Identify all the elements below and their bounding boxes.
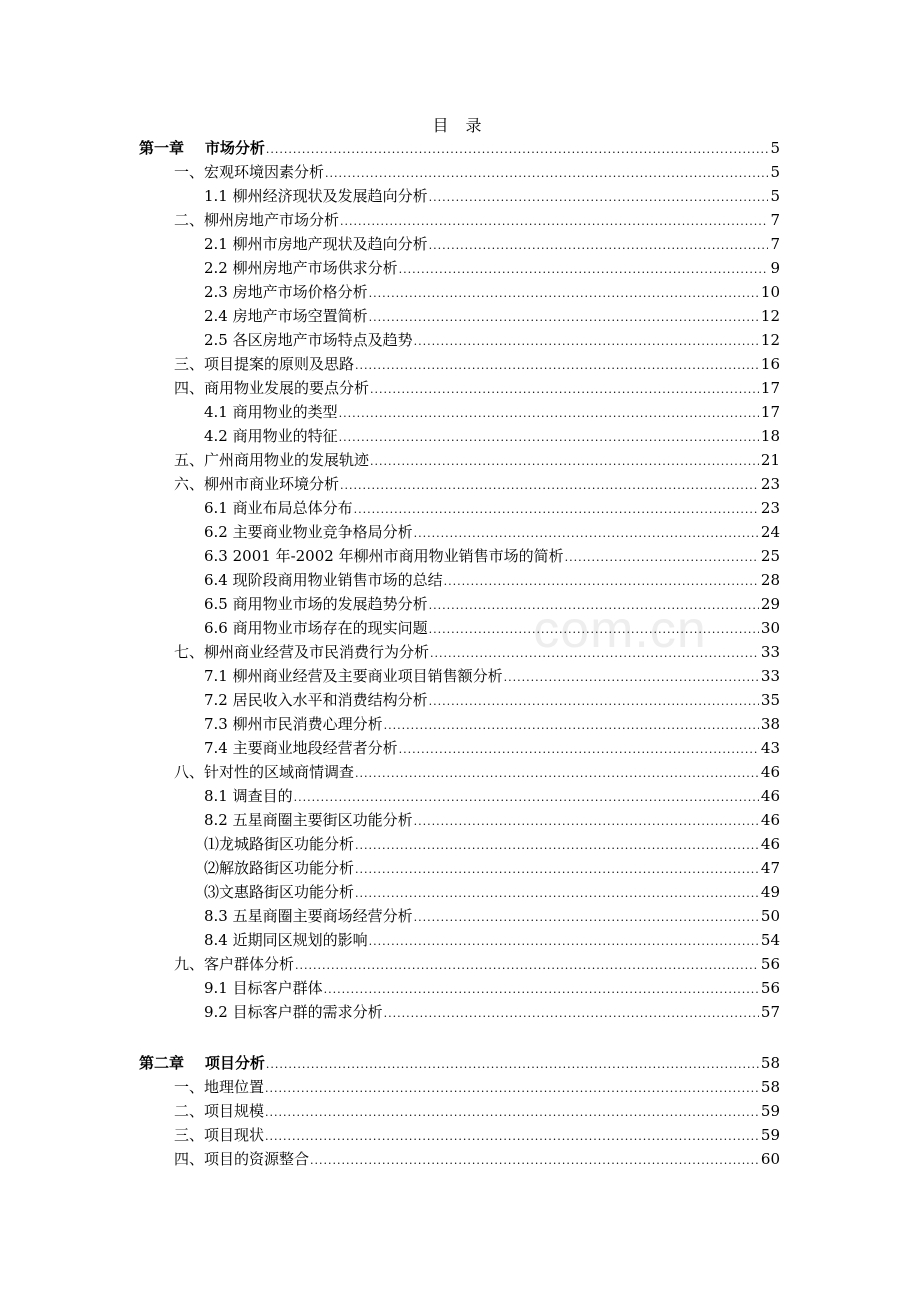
toc-leader-dots — [340, 479, 759, 495]
toc-entry[interactable] — [204, 305, 780, 327]
toc-leader-dots — [265, 1082, 759, 1098]
toc-entry[interactable] — [174, 761, 780, 783]
toc-entry[interactable] — [174, 1148, 780, 1170]
toc-entry[interactable] — [174, 1076, 780, 1098]
toc-entry-title: 三、项目提案的原则及思路 — [174, 355, 355, 373]
toc-page-number: 12 — [760, 331, 780, 349]
toc-page-number: 50 — [760, 907, 780, 925]
toc-entry[interactable] — [204, 881, 780, 903]
toc-entry[interactable] — [174, 473, 780, 495]
toc-entry[interactable] — [204, 329, 780, 351]
toc-entry-title: 7.1 柳州商业经营及主要商业项目销售额分析 — [204, 667, 503, 685]
toc-leader-dots — [266, 143, 769, 159]
toc-page-number: 35 — [760, 691, 780, 709]
toc-page-number: 60 — [760, 1150, 780, 1168]
toc-entry-title: 三、项目现状 — [174, 1126, 265, 1144]
toc-page-number: 5 — [770, 163, 780, 181]
toc-leader-dots — [399, 743, 759, 759]
toc-page-number: 43 — [760, 739, 780, 757]
toc-page-number: 21 — [760, 451, 780, 469]
toc-leader-dots — [414, 335, 759, 351]
toc-entry-title: 4.1 商用物业的类型 — [204, 403, 338, 421]
toc-entry-title: 6.3 2001 年-2002 年柳州市商用物业销售市场的简析 — [204, 547, 564, 565]
toc-page-number: 10 — [760, 283, 780, 301]
toc-entry[interactable] — [204, 1001, 780, 1023]
toc-entry-title: 7.3 柳州市民消费心理分析 — [204, 715, 383, 733]
toc-entry[interactable] — [174, 1100, 780, 1122]
toc-entry-title: 4.2 商用物业的特征 — [204, 427, 338, 445]
toc-page-number: 59 — [760, 1102, 780, 1120]
toc-entry-title: 6.2 主要商业物业竞争格局分析 — [204, 523, 413, 541]
toc-entry[interactable] — [174, 209, 780, 231]
toc-leader-dots — [339, 431, 759, 447]
toc-leader-dots — [369, 287, 759, 303]
toc-entry-title: 二、柳州房地产市场分析 — [174, 211, 340, 229]
toc-leader-dots — [355, 359, 759, 375]
toc-page-number: 46 — [760, 763, 780, 781]
toc-leader-dots — [310, 1154, 759, 1170]
toc-entry[interactable] — [204, 977, 780, 999]
toc-entry[interactable] — [204, 545, 780, 567]
toc-page-number: 49 — [760, 883, 780, 901]
toc-entry[interactable] — [204, 521, 780, 543]
toc-page-number: 46 — [760, 835, 780, 853]
toc-entry-title: 2.5 各区房地产市场特点及趋势 — [204, 331, 413, 349]
toc-leader-dots — [414, 815, 759, 831]
toc-entry[interactable] — [204, 257, 780, 279]
toc-title: 目 录 — [432, 116, 488, 135]
toc-entry-title: 8.1 调查目的 — [204, 787, 293, 805]
toc-leader-dots — [414, 527, 759, 543]
toc-page-number: 9 — [770, 259, 780, 277]
toc-leader-dots — [355, 839, 759, 855]
toc-entry[interactable] — [204, 617, 780, 639]
toc-leader-dots — [370, 455, 759, 471]
toc-entry-title: 6.4 现阶段商用物业销售市场的总结 — [204, 571, 443, 589]
toc-entry-title: 四、项目的资源整合 — [174, 1150, 310, 1168]
toc-entry-title: 7.4 主要商业地段经营者分析 — [204, 739, 398, 757]
toc-page-number: 29 — [760, 595, 780, 613]
toc-entry-title: 六、柳州市商业环境分析 — [174, 475, 340, 493]
toc-entry-title: 8.2 五星商圈主要街区功能分析 — [204, 811, 413, 829]
toc-page-number: 28 — [760, 571, 780, 589]
toc-page-number: 17 — [760, 379, 780, 397]
toc-leader-dots — [324, 983, 759, 999]
toc-leader-dots — [266, 1058, 759, 1074]
toc-chapter-entry[interactable] — [139, 137, 780, 159]
toc-entry[interactable] — [204, 689, 780, 711]
toc-entry[interactable] — [204, 905, 780, 927]
toc-entry-title: 1.1 柳州经济现状及发展趋向分析 — [204, 187, 428, 205]
toc-page-number: 5 — [770, 187, 780, 205]
toc-entry-title: 8.3 五星商圈主要商场经营分析 — [204, 907, 413, 925]
toc-page-number: 33 — [760, 643, 780, 661]
toc-leader-dots — [414, 911, 759, 927]
toc-entry-title: 五、广州商用物业的发展轨迹 — [174, 451, 370, 469]
toc-page-number: 47 — [760, 859, 780, 877]
toc-leader-dots — [429, 623, 759, 639]
toc-leader-dots — [384, 1007, 759, 1023]
toc-page-number: 16 — [760, 355, 780, 373]
toc-leader-dots — [429, 191, 769, 207]
toc-page-number: 58 — [760, 1078, 780, 1096]
toc-page-number: 23 — [760, 475, 780, 493]
toc-entry-title: 2.4 房地产市场空置简析 — [204, 307, 368, 325]
toc-page-number: 17 — [760, 403, 780, 421]
toc-page-number: 24 — [760, 523, 780, 541]
toc-page-number: 25 — [760, 547, 780, 565]
toc-entry[interactable] — [174, 161, 780, 183]
toc-leader-dots — [325, 167, 768, 183]
toc-entry-title: 九、客户群体分析 — [174, 955, 295, 973]
toc-entry[interactable] — [174, 1124, 780, 1146]
toc-entry[interactable] — [204, 665, 780, 687]
watermark: com.cn — [533, 601, 707, 659]
toc-entry-title: 第二章 项目分析 — [139, 1054, 265, 1072]
toc-page-number: 5 — [770, 139, 780, 157]
toc-entry[interactable] — [174, 641, 780, 663]
toc-leader-dots — [369, 935, 759, 951]
toc-leader-dots — [355, 887, 759, 903]
toc-page-number: 23 — [760, 499, 780, 517]
toc-leader-dots — [294, 791, 759, 807]
toc-entry-title: 6.5 商用物业市场的发展趋势分析 — [204, 595, 428, 613]
toc-entry[interactable] — [204, 233, 780, 255]
toc-entry-title: 6.6 商用物业市场存在的现实问题 — [204, 619, 428, 637]
toc-page-number: 38 — [760, 715, 780, 733]
toc-leader-dots — [265, 1106, 759, 1122]
toc-entry[interactable] — [174, 953, 780, 975]
toc-page-number: 12 — [760, 307, 780, 325]
toc-page-number: 7 — [770, 211, 780, 229]
toc-chapter-entry[interactable] — [139, 1052, 780, 1074]
toc-entry[interactable] — [204, 497, 780, 519]
toc-entry-title: 四、商用物业发展的要点分析 — [174, 379, 370, 397]
toc-entry[interactable] — [204, 809, 780, 831]
toc-leader-dots — [265, 1130, 759, 1146]
toc-page-number: 59 — [760, 1126, 780, 1144]
toc-leader-dots — [369, 311, 759, 327]
toc-entry-title: 2.3 房地产市场价格分析 — [204, 283, 368, 301]
toc-page-number: 56 — [760, 979, 780, 997]
toc-entry-title: 七、柳州商业经营及市民消费行为分析 — [174, 643, 430, 661]
toc-leader-dots — [354, 503, 759, 519]
toc-entry[interactable] — [204, 929, 780, 951]
toc-leader-dots — [444, 575, 759, 591]
toc-entry-title: 二、项目规模 — [174, 1102, 265, 1120]
toc-entry-title: 2.2 柳州房地产市场供求分析 — [204, 259, 398, 277]
toc-leader-dots — [355, 863, 759, 879]
toc-entry[interactable] — [204, 737, 780, 759]
toc-leader-dots — [430, 647, 759, 663]
toc-leader-dots — [295, 959, 759, 975]
toc-leader-dots — [370, 383, 759, 399]
toc-entry-title: 一、地理位置 — [174, 1078, 265, 1096]
toc-entry[interactable] — [204, 713, 780, 735]
toc-entry-title: ⑶文惠路街区功能分析 — [204, 883, 355, 901]
toc-leader-dots — [384, 719, 759, 735]
toc-page-number: 57 — [760, 1003, 780, 1021]
toc-page-number: 58 — [760, 1054, 780, 1072]
toc-entry-title: 2.1 柳州市房地产现状及趋向分析 — [204, 235, 428, 253]
toc-page-number: 54 — [760, 931, 780, 949]
toc-entry[interactable] — [204, 785, 780, 807]
toc-entry[interactable] — [174, 449, 780, 471]
toc-page-number: 46 — [760, 787, 780, 805]
toc-page-number: 18 — [760, 427, 780, 445]
toc-leader-dots — [504, 671, 759, 687]
toc-entry-title: 第一章 市场分析 — [139, 139, 265, 157]
toc-page-number: 46 — [760, 811, 780, 829]
toc-entry-title: 9.1 目标客户群体 — [204, 979, 323, 997]
toc-page-number: 33 — [760, 667, 780, 685]
toc-entry[interactable] — [204, 833, 780, 855]
toc-leader-dots — [429, 599, 759, 615]
toc-entry-title: ⑵解放路街区功能分析 — [204, 859, 355, 877]
toc-leader-dots — [399, 263, 769, 279]
toc-page-number: 7 — [770, 235, 780, 253]
toc-entry[interactable] — [204, 425, 780, 447]
toc-entry[interactable] — [204, 593, 780, 615]
toc-entry-title: 9.2 目标客户群的需求分析 — [204, 1003, 383, 1021]
toc-entry-title: 7.2 居民收入水平和消费结构分析 — [204, 691, 428, 709]
toc-leader-dots — [565, 551, 759, 567]
toc-page-number: 30 — [760, 619, 780, 637]
toc-entry-title: 8.4 近期同区规划的影响 — [204, 931, 368, 949]
toc-leader-dots — [429, 695, 759, 711]
toc-entry[interactable] — [204, 281, 780, 303]
toc-entry[interactable] — [174, 353, 780, 375]
toc-entry[interactable] — [204, 185, 780, 207]
toc-page-number: 56 — [760, 955, 780, 973]
toc-entry[interactable] — [204, 569, 780, 591]
toc-entry[interactable] — [174, 377, 780, 399]
toc-leader-dots — [429, 239, 769, 255]
toc-leader-dots — [340, 215, 768, 231]
toc-entry-title: 6.1 商业布局总体分布 — [204, 499, 353, 517]
toc-entry-title: 一、宏观环境因素分析 — [174, 163, 325, 181]
toc-leader-dots — [355, 767, 759, 783]
toc-leader-dots — [339, 407, 759, 423]
toc-entry[interactable] — [204, 857, 780, 879]
toc-entry-title: ⑴龙城路街区功能分析 — [204, 835, 355, 853]
toc-entry[interactable] — [204, 401, 780, 423]
toc-entry-title: 八、针对性的区域商情调查 — [174, 763, 355, 781]
